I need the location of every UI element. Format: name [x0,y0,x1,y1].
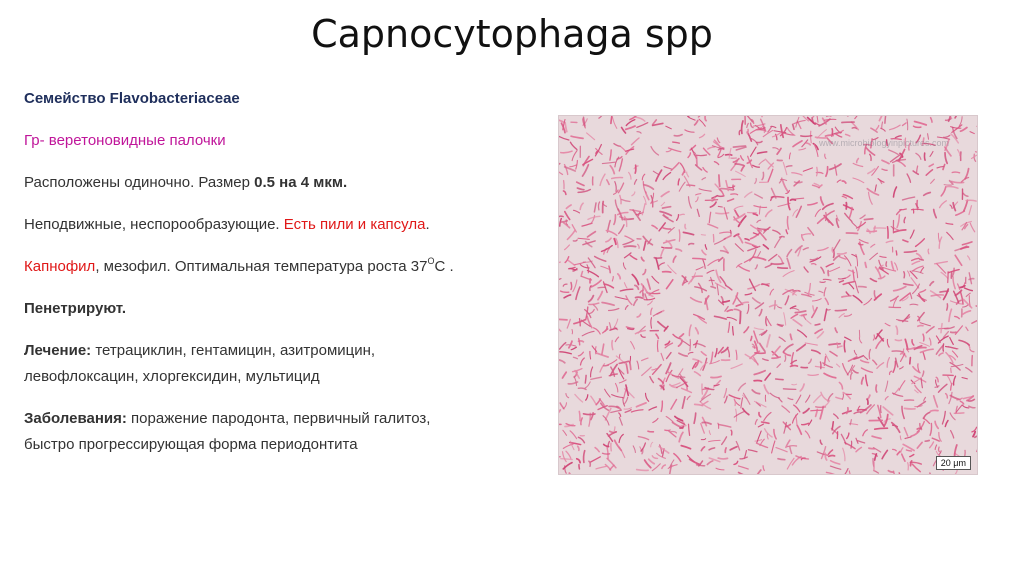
scale-bar-label: 20 μm [936,456,971,470]
arrangement-size: 0.5 на 4 мкм. [254,174,348,191]
slide-title: Capnocytophaga spp [311,12,713,56]
bacteria-field [559,116,977,474]
motility-end: . [425,216,430,233]
micrograph-watermark: www.microbiologyinpictures.com [818,138,949,148]
family-line: Семейство Flavobacteriaceae [24,90,240,107]
treatment-line-2: левофлоксацин, хлоргексидин, мультицид [24,368,320,385]
slide-content [24,88,544,476]
motility-line [24,214,544,236]
micrograph-image [558,115,978,475]
diseases-label: Заболевания: [24,410,127,427]
diseases-line-2: быстро прогрессирующая форма периодонтита [24,436,358,453]
arrangement-text: Расположены одиночно. Размер [24,174,255,191]
arrangement-line [24,172,544,194]
diseases-text-1: поражение пародонта, первичный галитоз, [126,410,431,427]
growth-end: C . [434,258,454,275]
treatment-line-1 [24,340,544,362]
growth-sup: O [427,256,435,266]
growth-highlight: Капнофил [24,258,96,275]
diseases-line-1 [24,408,544,430]
motility-highlight: Есть пили и капсула [283,216,426,233]
growth-line [24,256,544,278]
growth-text: , мезофил. Оптимальная температура роста 37 [95,258,428,275]
treatment-label: Лечение: [24,342,92,359]
penetration-line: Пенетрируют. [24,300,126,317]
motility-text: Неподвижные, неспорообразующие. [24,216,284,233]
gram-line: Гр- веретоновидные палочки [24,132,226,149]
treatment-text-1: тетрациклин, гентамицин, азитромицин, [91,342,376,359]
